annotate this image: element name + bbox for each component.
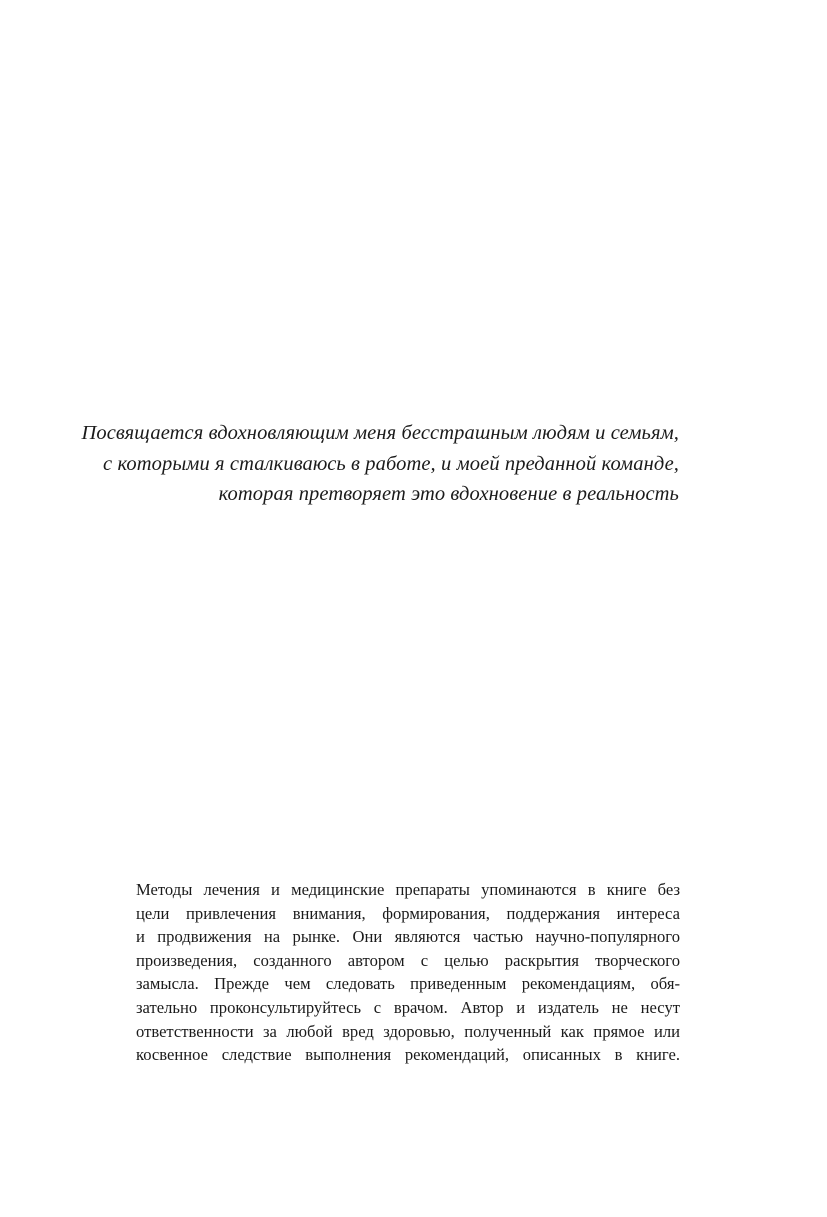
disclaimer-line: и продвижения на рынке. Они являются частью научно-популярного: [136, 927, 680, 947]
dedication-line: которая претворяет это вдохновение в реальность: [218, 483, 679, 505]
disclaimer-line: Методы лечения и медицинские препараты упоминаются в книге без: [136, 880, 680, 899]
dedication-block: [79, 418, 679, 510]
disclaimer-line: замысла. Прежде чем следовать приведенным рекомендациям, обя-: [136, 974, 680, 994]
disclaimer-line: косвенное следствие выполнения рекомендаций, описанных в книге.: [136, 1045, 680, 1065]
disclaimer-line: цели привлечения внимания, формирования, поддержания интереса: [136, 903, 680, 923]
disclaimer-line: ответственности за любой вред здоровью, полученный как прямое или: [136, 1021, 680, 1041]
disclaimer-paragraph: [136, 878, 680, 1067]
disclaimer-line: зательно проконсультируйтесь с врачом. Автор и издатель не несут: [136, 997, 680, 1017]
dedication-line: с которыми я сталкиваюсь в работе, и моей преданной команде,: [103, 452, 679, 475]
disclaimer-line: произведения, созданного автором с целью раскрытия творческого: [136, 950, 680, 970]
dedication-line: Посвящается вдохновляющим меня бесстрашным людям и семьям,: [81, 422, 679, 444]
